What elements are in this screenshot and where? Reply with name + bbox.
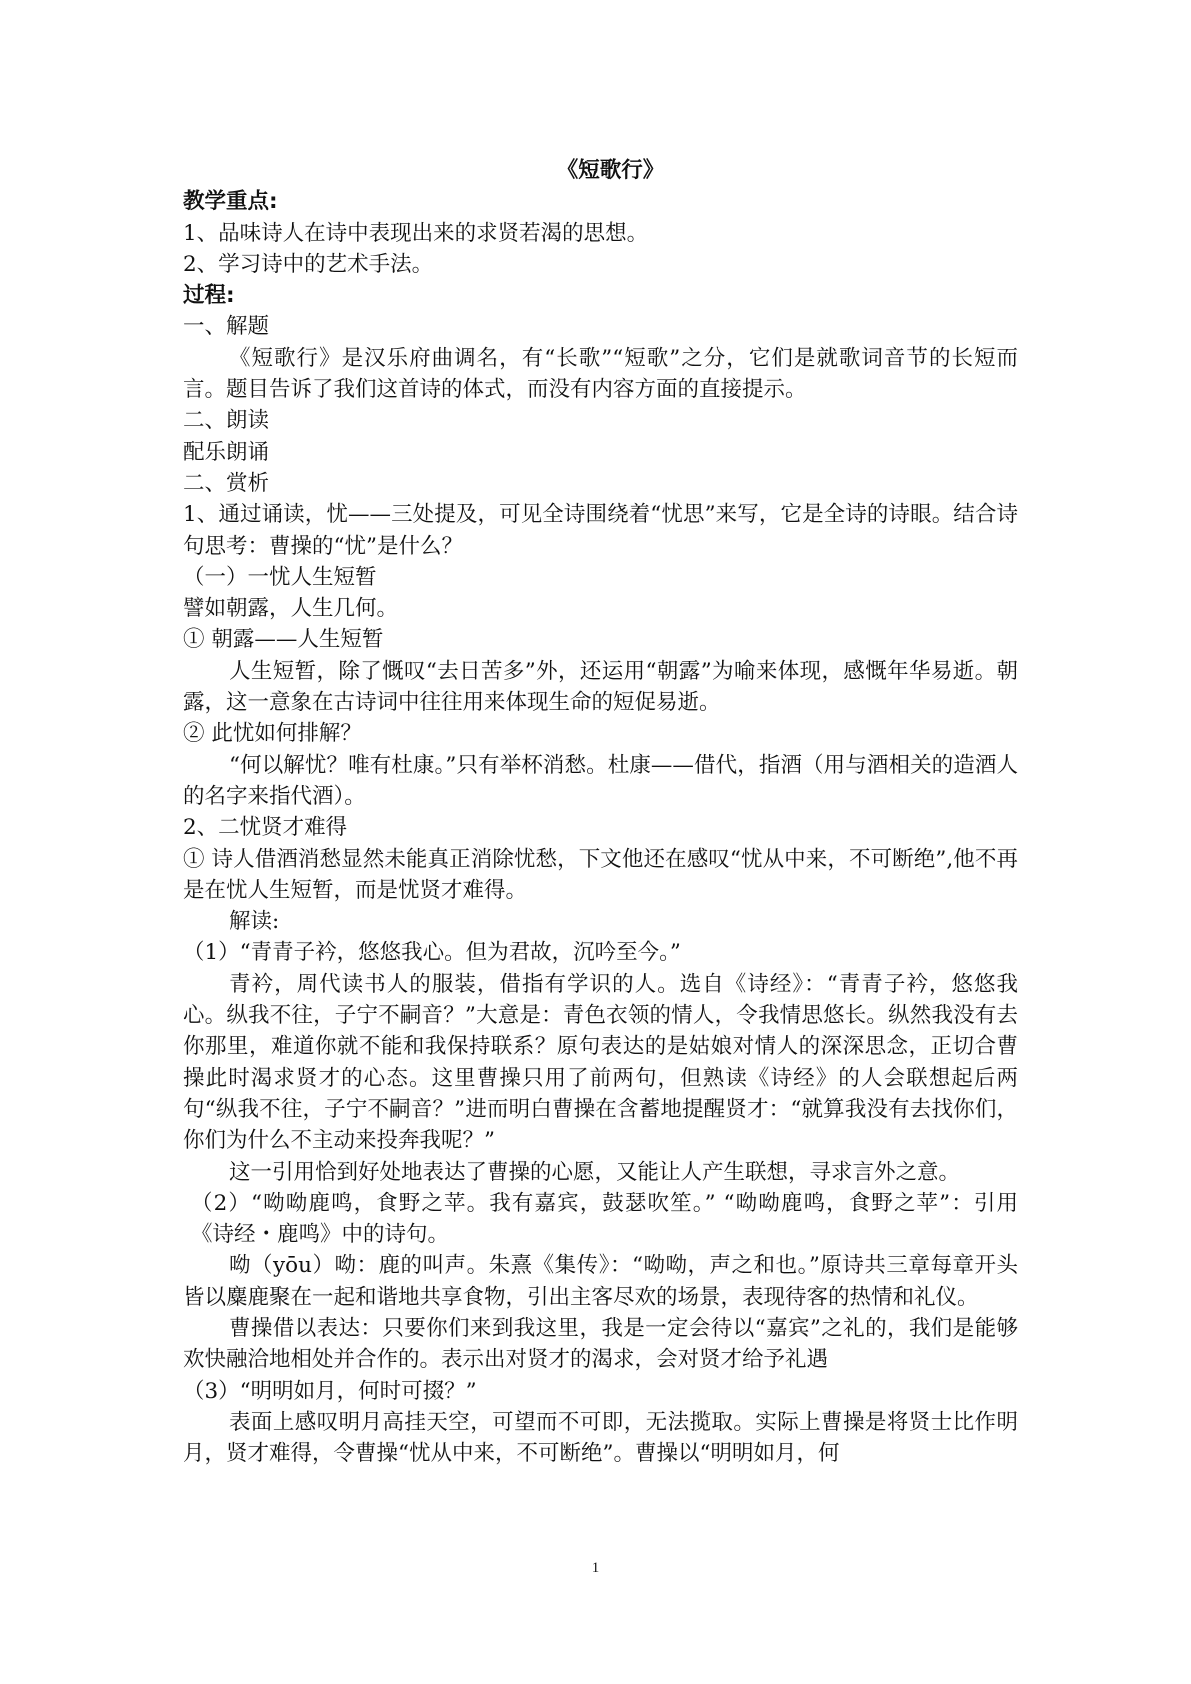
paragraph-shangxi-intro: 1、通过诵读，忧——三处提及，可见全诗围绕着“忧思”来写，它是全诗的诗眼。结合诗句思考：曹操的“忧”是什么？ xyxy=(183,502,1018,559)
section-heading-langdu: 二、朗读 xyxy=(183,408,270,434)
quote-2: （2）“呦呦鹿鸣，食野之苹。我有嘉宾，鼓瑟吹笙。” “呦呦鹿鸣，食野之苹”：引用《诗经・鹿鸣》中的诗句。 xyxy=(191,1190,1018,1248)
point-item: ① 诗人借酒消愁显然未能真正消除忧愁，下文他还在感叹“忧从中来，不可断绝”,他不再是在忧人生短暂，而是忧贤才难得。 xyxy=(183,846,1018,903)
section-heading-jieti: 一、解题 xyxy=(183,314,270,340)
paragraph: “何以解忧？唯有杜康。”只有举杯消愁。杜康——借代，指酒（用与酒相关的造酒人的名字来指代酒）。 xyxy=(183,752,1018,809)
paragraph: 青衿，周代读书人的服装，借指有学识的人。选自《诗经》：“青青子衿，悠悠我心。纵我不往，子宁不嗣音？”大意是：青色衣领的情人，令我情思悠长。纵然我没有去你那里，难道你就不能和我保持联系？原句表达的是姑娘对情人的深深思念，正切合曹操此时渴求贤才的心态。这里曹操只用了前两句，但熟读《诗经》的人会联想起后两句“纵我不往，子宁不嗣音？”进而明白曹操在含蓄地提醒贤才：“就算我没有去找你们，你们为什么不主动来投奔我呢？” xyxy=(183,971,1018,1154)
teaching-focus-heading: 教学重点: xyxy=(183,189,278,215)
quote-1: （1）“青青子衿，悠悠我心。但为君故，沉吟至今。” xyxy=(183,940,681,966)
page-number: 1 xyxy=(591,1560,600,1576)
paragraph-jieti: 《短歌行》是汉乐府曲调名，有“长歌”“短歌”之分，它们是就歌词音节的长短而言。题目告诉了我们这首诗的体式，而没有内容方面的直接提示。 xyxy=(183,345,1018,403)
quoted-line: 譬如朝露，人生几何。 xyxy=(183,596,399,622)
teaching-focus-item: 1、品味诗人在诗中表现出来的求贤若渴的思想。 xyxy=(183,220,649,246)
document-body xyxy=(183,155,1018,1469)
paragraph: 表面上感叹明月高挂天空，可望而不可即，无法揽取。实际上曹操是将贤士比作明月，贤才难得，令曹操“忧从中来，不可断绝”。曹操以“明明如月，何 xyxy=(183,1409,1018,1467)
paragraph: 人生短暂，除了慨叹“去日苦多”外，还运用“朝露”为喻来体现，感慨年华易逝。朝露，这一意象在古诗词中往往用来体现生命的短促易逝。 xyxy=(183,658,1018,716)
process-heading: 过程: xyxy=(183,283,235,309)
paragraph: 这一引用恰到好处地表达了曹操的心愿，又能让人产生联想，寻求言外之意。 xyxy=(229,1159,961,1185)
teaching-focus-item: 2、学习诗中的艺术手法。 xyxy=(183,251,434,277)
point-item: ① 朝露——人生短暂 xyxy=(183,627,384,653)
document-title: 《短歌行》 xyxy=(556,158,665,183)
quote-3: （3）“明明如月，何时可掇？” xyxy=(183,1378,477,1404)
paragraph: 呦（yōu）呦：鹿的叫声。朱熹《集传》：“呦呦，声之和也。”原诗共三章每章开头皆以麋鹿聚在一起和谐地共享食物，引出主客尽欢的场景，表现待客的热情和礼仪。 xyxy=(183,1253,1018,1310)
subheading-you-1: （一）一忧人生短暂 xyxy=(183,564,377,590)
subheading-you-2: 2、二忧贤才难得 xyxy=(183,815,348,841)
paragraph: 曹操借以表达：只要你们来到我这里，我是一定会待以“嘉宾”之礼的，我们是能够欢快融洽地相处并合作的。表示出对贤才的渴求，会对贤才给予礼遇 xyxy=(183,1315,1018,1373)
point-item: ② 此忧如何排解？ xyxy=(183,721,362,747)
jiedu-label: 解读: xyxy=(229,909,280,935)
section-heading-shangxi: 二、赏析 xyxy=(183,470,270,496)
paragraph-langdu: 配乐朗诵 xyxy=(183,439,270,465)
